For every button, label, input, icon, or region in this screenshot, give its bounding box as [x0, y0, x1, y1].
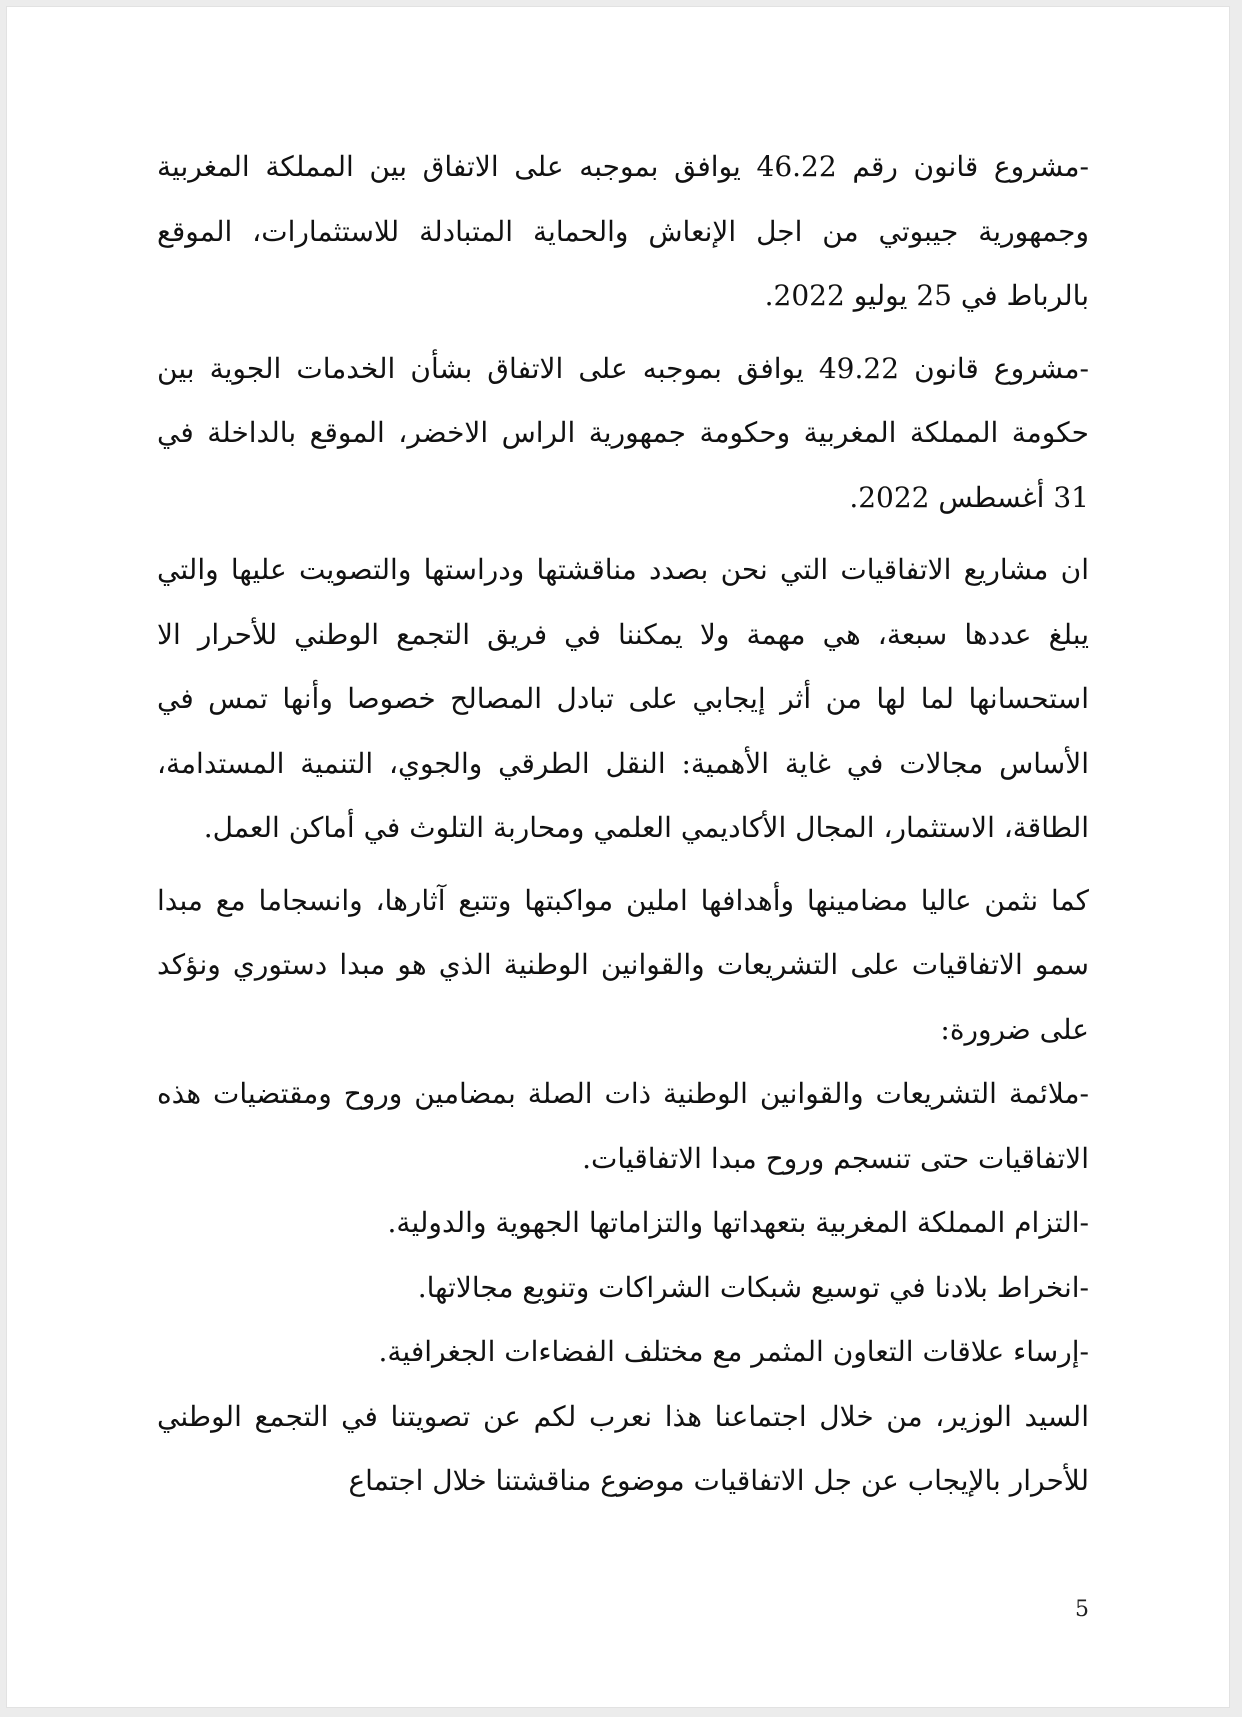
document-body: [157, 135, 1089, 1514]
list-item-legislation-alignment: -ملائمة التشريعات والقوانين الوطنية ذات الصلة بمضامين وروح ومقتضيات هذه الاتفاقيات حتى تنسجم وروح مبدا الاتفاقيات.: [157, 1077, 1090, 1175]
paragraph-law-49-22: -مشروع قانون 49.22 يوافق بموجبه على الاتفاق بشأن الخدمات الجوية بين حكومة المملكة المغربية وحكومة جمهورية الراس الاخضر، الموقع بالداخلة في 31 أغسطس 2022.: [157, 351, 1089, 514]
document-page: [6, 6, 1230, 1708]
list-item-partnerships: -انخراط بلادنا في توسيع شبكات الشراكات وتنويع مجالاتها.: [417, 1270, 1089, 1304]
list-item-commitments: -التزام المملكة المغربية بتعهداتها والتزاماتها الجهوية والدولية.: [387, 1206, 1089, 1239]
paragraph-appreciation: كما نثمن عاليا مضامينها وأهدافها املين مواكبتها وتتبع آثارها، وانسجاما مع مبدا سمو الاتفاقيات على التشريعات والقوانين الوطنية الذي هو مبدا دستوري ونؤكد على ضرورة:: [157, 883, 1089, 1046]
list-item-cooperation: -إرساء علاقات التعاون المثمر مع مختلف الفضاءات الجغرافية.: [378, 1335, 1089, 1368]
paragraph-agreements-overview: ان مشاريع الاتفاقيات التي نحن بصدد مناقشتها ودراستها والتصويت عليها والتي يبلغ عددها سبعة، هي مهمة ولا يمكننا في فريق التجمع الوطني للأحرار الا استحسانها لما لها من أثر إيجابي على تبادل المصالح خصوصا وأنها تمس في الأساس مجالات في غاية الأهمية: النقل الطرقي والجوي، التنمية المستدامة، الطاقة، الاستثمار، المجال الأكاديمي العلمي ومحاربة التلوث في أماكن العمل.: [157, 553, 1089, 844]
page-number: 5: [1075, 1597, 1089, 1622]
paragraph-law-46-22: -مشروع قانون رقم 46.22 يوافق بموجبه على الاتفاق بين المملكة المغربية وجمهورية جيبوتي من اجل الإنعاش والحماية المتبادلة للاستثمارات، الموقع بالرباط في 25 يوليو 2022.: [157, 150, 1090, 312]
paragraph-closing: السيد الوزير، من خلال اجتماعنا هذا نعرب لكم عن تصويتنا في التجمع الوطني للأحرار بالإيجاب عن جل الاتفاقيات موضوع مناقشتنا خلال اجتماع: [157, 1399, 1089, 1497]
